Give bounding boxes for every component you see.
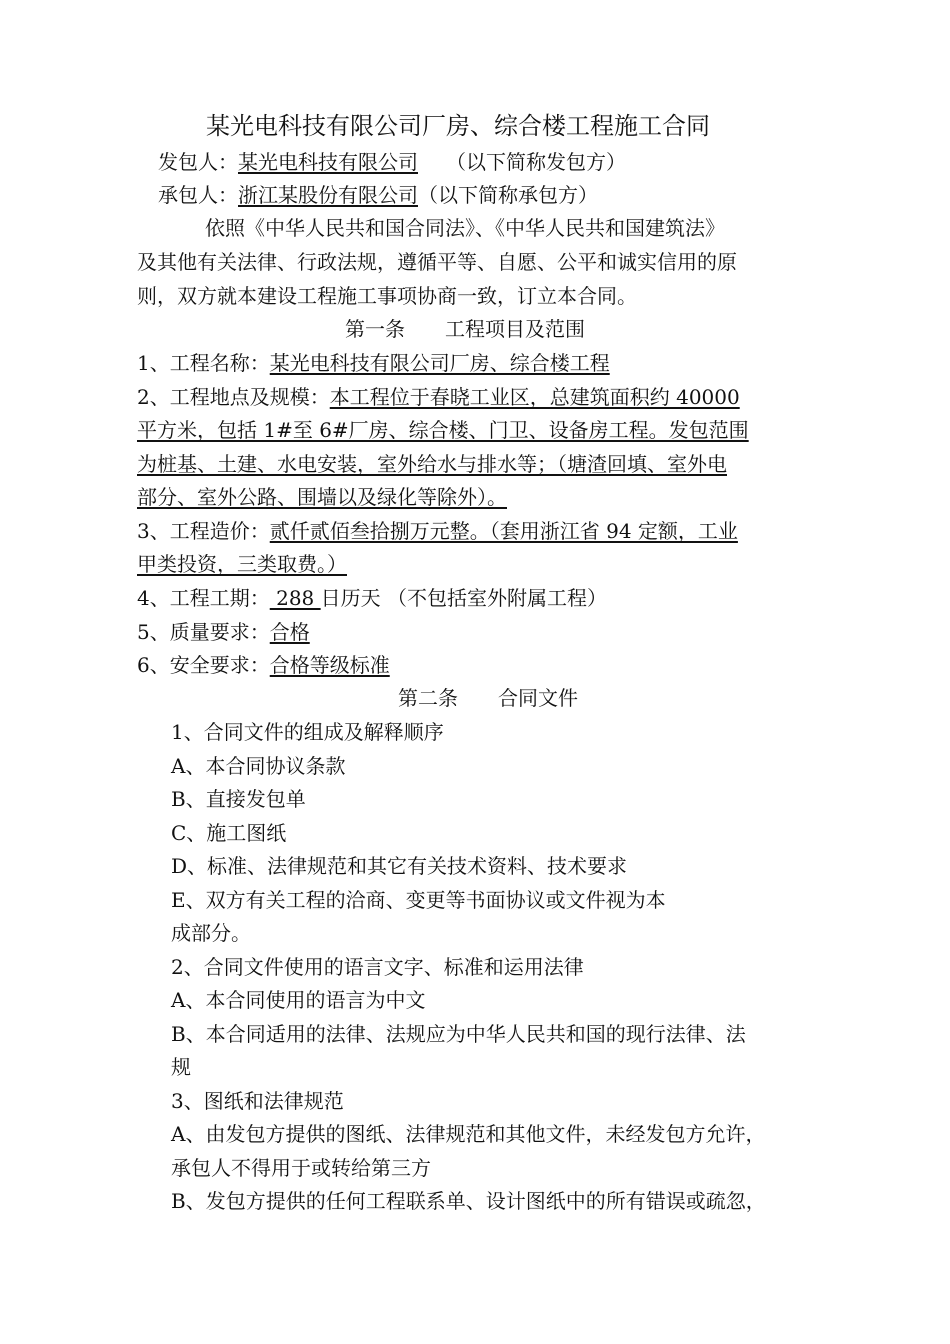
- item-label: 3、工程造价：: [137, 519, 270, 543]
- article2-line: A、本合同协议条款: [171, 754, 346, 778]
- duration-suffix: 日历天 （不包括室外附属工程）: [320, 586, 607, 610]
- article2-heading: 第二条 合同文件: [398, 686, 578, 710]
- document-title: 某光电科技有限公司厂房、综合楼工程施工合同: [206, 112, 710, 140]
- article2-line: 成部分。: [171, 921, 251, 945]
- article2-line: 3、图纸和法律规范: [171, 1089, 344, 1113]
- article2-line: 规: [171, 1055, 191, 1079]
- issuer-note: （以下简称发包方）: [446, 150, 626, 174]
- cost-value: 甲类投资，三类取费。）: [137, 552, 347, 576]
- preamble-line: 依照《中华人民共和国合同法》、《中华人民共和国建筑法》: [205, 216, 725, 240]
- article2-line: A、由发包方提供的图纸、法律规范和其他文件，未经发包方允许，: [171, 1122, 766, 1146]
- issuer-label: 发包人：: [158, 150, 238, 174]
- quality-value: 合格: [269, 620, 310, 644]
- issuer-line: [158, 148, 626, 176]
- location-scale-value: 本工程位于春晓工业区，总建筑面积约 40000: [329, 385, 740, 409]
- item-cost: [137, 517, 738, 545]
- contractor-line: [158, 181, 598, 209]
- item-project-name: [137, 349, 610, 377]
- item-location-scale: [137, 383, 740, 411]
- preamble-line: 及其他有关法律、行政法规，遵循平等、自愿、公平和诚实信用的原: [137, 250, 737, 274]
- article2-line: C、施工图纸: [171, 821, 287, 845]
- issuer-name: 某光电科技有限公司: [238, 150, 418, 174]
- article2-line: 1、合同文件的组成及解释顺序: [171, 720, 444, 744]
- article2-line: B、直接发包单: [171, 787, 306, 811]
- location-scale-value: 为桩基、土建、水电安装，室外给水与排水等；（塘渣回填、室外电: [137, 452, 727, 476]
- preamble-line: 则，双方就本建设工程施工事项协商一致，订立本合同。: [137, 284, 637, 308]
- safety-value: 合格等级标准: [269, 653, 390, 677]
- item-label: 5、质量要求：: [137, 620, 270, 644]
- cost-value: 贰仟贰佰叁拾捌万元整。（套用浙江省 94 定额，工业: [269, 519, 738, 543]
- contractor-name: 浙江某股份有限公司: [238, 183, 418, 207]
- contractor-note: （以下简称承包方）: [418, 183, 598, 207]
- contractor-label: 承包人：: [158, 183, 238, 207]
- article2-line: B、发包方提供的任何工程联系单、设计图纸中的所有错误或疏忽，: [171, 1189, 766, 1213]
- item-label: 4、工程工期：: [137, 586, 270, 610]
- article2-line: A、本合同使用的语言为中文: [171, 988, 426, 1012]
- project-name-value: 某光电科技有限公司厂房、综合楼工程: [269, 351, 610, 375]
- item-label: 2、工程地点及规模：: [137, 385, 330, 409]
- item-quality: [137, 618, 310, 646]
- location-scale-value: 平方米，包括 1#至 6#厂房、综合楼、门卫、设备房工程。发包范围: [137, 418, 749, 442]
- item-duration: [137, 584, 607, 612]
- item-safety: [137, 651, 390, 679]
- article1-heading: 第一条 工程项目及范围: [345, 317, 585, 341]
- article2-line: D、标准、法律规范和其它有关技术资料、技术要求: [171, 854, 628, 878]
- article2-line: E、双方有关工程的洽商、变更等书面协议或文件视为本: [171, 888, 666, 912]
- item-label: 6、安全要求：: [137, 653, 270, 677]
- article2-line: 2、合同文件使用的语言文字、标准和运用法律: [171, 955, 584, 979]
- article2-line: 承包人不得用于或转给第三方: [171, 1156, 431, 1180]
- article2-line: B、本合同适用的法律、法规应为中华人民共和国的现行法律、法: [171, 1022, 746, 1046]
- duration-value: 288: [269, 586, 321, 610]
- location-scale-value: 部分、室外公路、围墙以及绿化等除外）。: [137, 485, 507, 509]
- item-label: 1、工程名称：: [137, 351, 270, 375]
